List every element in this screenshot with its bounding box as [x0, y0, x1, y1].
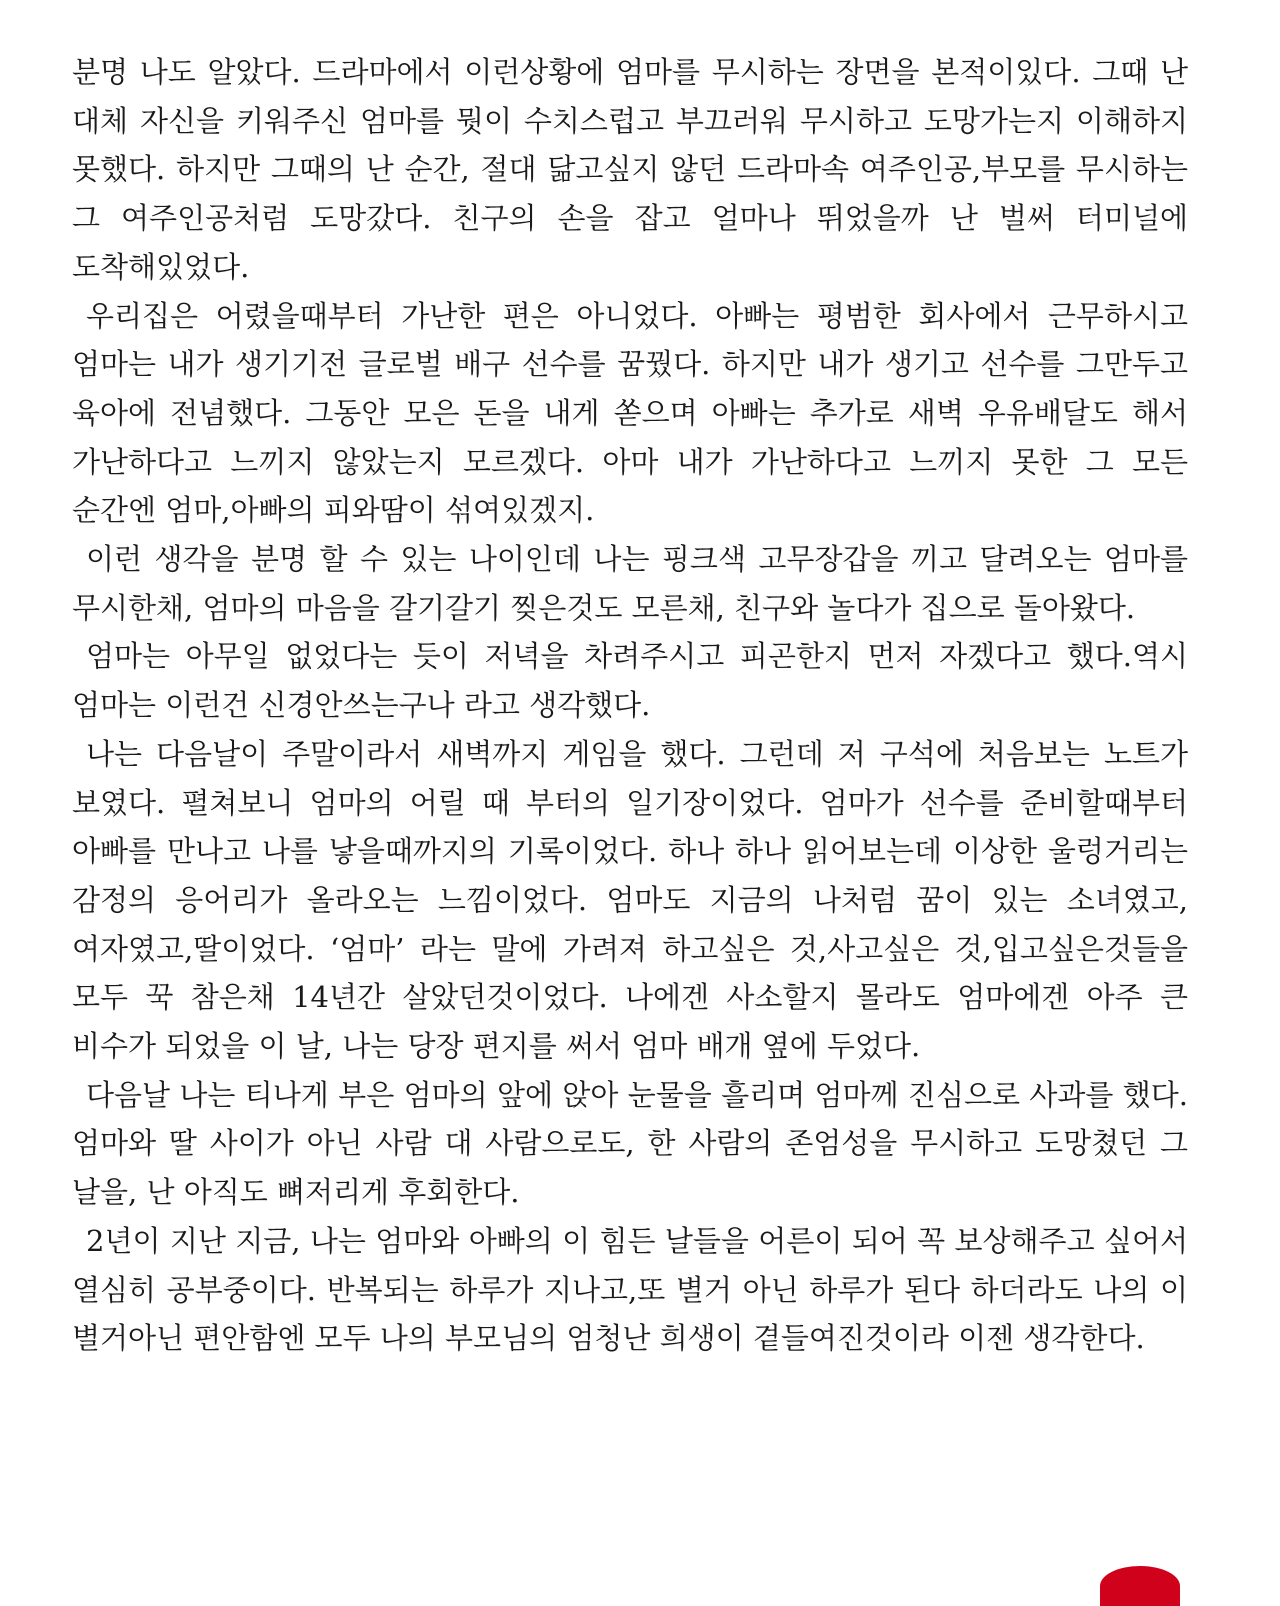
- paragraph-7: 2년이 지난 지금, 나는 엄마와 아빠의 이 힘든 날들을 어른이 되어 꼭 보상해주고 싶어서 열심히 공부중이다. 반복되는 하루가 지나고,또 별거 아닌 하루가 된다 하더라도 나의 이 별거아닌 편안함엔 모두 나의 부모님의 엄청난 희생이 곁들여진것이라 이젠 생각한다.: [72, 1223, 1188, 1356]
- paragraph-4: 엄마는 아무일 없었다는 듯이 저녁을 차려주시고 피곤한지 먼저 자겠다고 했다.역시 엄마는 이런건 신경안쓰는구나 라고 생각했다.: [72, 639, 1188, 723]
- corner-red-mark: [1100, 1566, 1180, 1606]
- paragraph-2: 우리집은 어렸을때부터 가난한 편은 아니었다. 아빠는 평범한 회사에서 근무하시고 엄마는 내가 생기기전 글로벌 배구 선수를 꿈꿨다. 하지만 내가 생기고 선수를 그만두고 육아에 전념했다. 그동안 모은 돈을 내게 쏟으며 아빠는 추가로 새벽 우유배달도 해서 가난하다고 느끼지 않았는지 모르겠다. 아마 내가 가난하다고 느끼지 못한 그 모든 순간엔 엄마,아빠의 피와땀이 섞여있겠지.: [72, 298, 1188, 528]
- paragraph-5: 나는 다음날이 주말이라서 새벽까지 게임을 했다. 그런데 저 구석에 처음보는 노트가 보였다. 펼쳐보니 엄마의 어릴 때 부터의 일기장이었다. 엄마가 선수를 준비할때부터 아빠를 만나고 나를 낳을때까지의 기록이었다. 하나 하나 읽어보는데 이상한 울렁거리는 감정의 응어리가 올라오는 느낌이었다. 엄마도 지금의 나처럼 꿈이 있는 소녀였고,여자였고,딸이었다. ‘엄마’ 라는 말에 가려져 하고싶은 것,사고싶은 것,입고싶은것들을 모두 꾹 참은채 14년간 살았던것이었다. 나에겐 사소할지 몰라도 엄마에겐 아주 큰 비수가 되었을 이 날, 나는 당장 편지를 써서 엄마 배개 옆에 두었다.: [72, 736, 1188, 1064]
- paragraph-6: 다음날 나는 티나게 부은 엄마의 앞에 앉아 눈물을 흘리며 엄마께 진심으로 사과를 했다. 엄마와 딸 사이가 아닌 사람 대 사람으로도, 한 사람의 존엄성을 무시하고 도망쳤던 그 날을, 난 아직도 뼈저리게 후회한다.: [72, 1077, 1188, 1210]
- paragraph-1: 분명 나도 알았다. 드라마에서 이런상황에 엄마를 무시하는 장면을 본적이있다. 그때 난 대체 자신을 키워주신 엄마를 뭣이 수치스럽고 부끄러워 무시하고 도망가는지 이해하지 못했다. 하지만 그때의 난 순간, 절대 닮고싶지 않던 드라마속 여주인공,부모를 무시하는 그 여주인공처럼 도망갔다. 친구의 손을 잡고 얼마나 뛰었을까 난 벌써 터미널에 도착해있었다.: [72, 55, 1188, 284]
- essay-body: [72, 48, 1188, 1363]
- paragraph-3: 이런 생각을 분명 할 수 있는 나이인데 나는 핑크색 고무장갑을 끼고 달려오는 엄마를 무시한채, 엄마의 마음을 갈기갈기 찢은것도 모른채, 친구와 놀다가 집으로 돌아왔다.: [72, 542, 1188, 625]
